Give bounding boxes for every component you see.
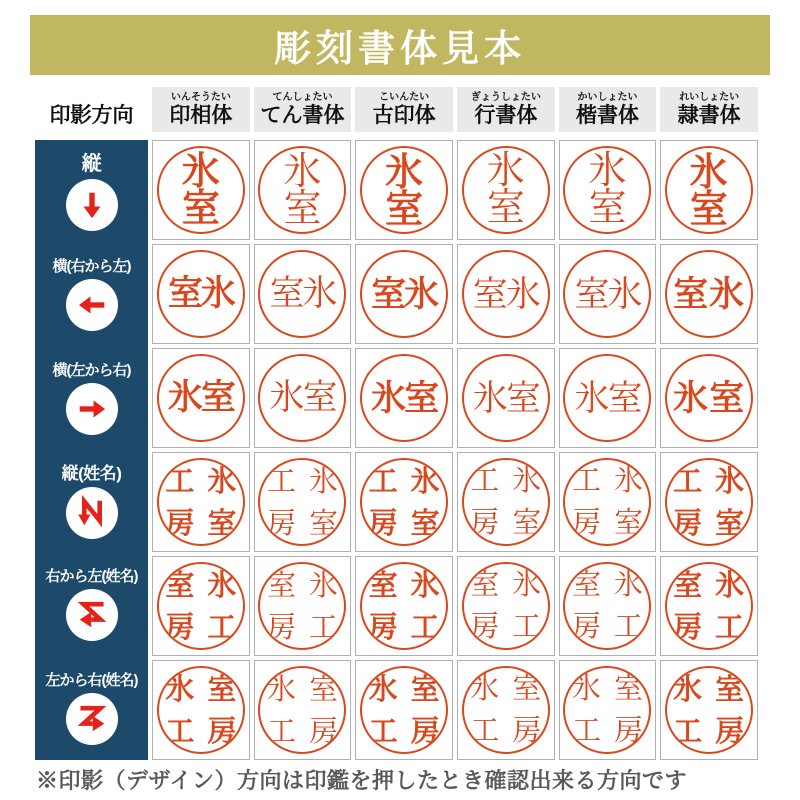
seal-character: 工 [673, 463, 704, 498]
seal-character: 房 [207, 713, 237, 748]
direction-row-3 [35, 347, 148, 450]
seal-character: 氷 [709, 273, 746, 315]
seal-character: 氷 [308, 463, 338, 498]
seal-character: 房 [266, 609, 296, 644]
seal-stamp [360, 562, 448, 650]
seal-character: 室 [470, 568, 500, 601]
seal-stamp [360, 458, 448, 546]
seal-character: 室 [613, 672, 643, 705]
seal-character: 房 [308, 713, 338, 748]
typeface-header-3 [355, 87, 453, 132]
seal-stamp [157, 458, 245, 546]
seal-stamp [157, 146, 245, 234]
direction-label: 横(左から右) [52, 361, 131, 379]
seal-stamp [360, 250, 448, 338]
typeface-label: 古印体 [372, 104, 436, 127]
seal-character: 氷 [512, 568, 542, 601]
seal-cell-r6-c2 [254, 660, 352, 760]
seal-cell-r1-c4 [457, 140, 555, 240]
direction-row-5 [35, 553, 148, 656]
seal-stamp [563, 146, 651, 234]
direction-sidebar [35, 140, 148, 760]
seal-character: 室 [181, 186, 220, 230]
seal-character: 室 [302, 377, 336, 418]
seal-cell-r1-c6 [660, 140, 758, 240]
direction-label: 縦 [81, 153, 102, 176]
seal-stamp [462, 354, 550, 442]
direction-label: 右から左(姓名) [45, 568, 138, 586]
direction-arrow-circle [66, 179, 118, 231]
seal-character: 室 [574, 274, 608, 314]
seal-cell-r2-c5 [559, 244, 657, 344]
seal-cell-r1-c5 [559, 140, 657, 240]
seal-stamp [360, 354, 448, 442]
typeface-header-row [152, 87, 758, 132]
seal-character: 房 [470, 610, 500, 643]
typeface-header-1 [152, 87, 250, 132]
furigana-label: ぎょうしょたい [470, 92, 541, 103]
seal-character: 工 [266, 713, 296, 748]
seal-character: 工 [571, 464, 601, 497]
seal-character: 室 [404, 377, 438, 419]
seal-character: 室 [505, 378, 539, 418]
seal-character: 房 [266, 505, 296, 540]
seal-character: 室 [709, 377, 746, 419]
seal-character: 氷 [470, 672, 500, 705]
seal-stamp [665, 146, 753, 234]
seal-character: 室 [486, 187, 525, 229]
seal-character: 室 [673, 273, 710, 315]
seal-stamp [157, 250, 245, 338]
seal-character: 氷 [715, 463, 746, 498]
seal-cell-r6-c1 [152, 660, 250, 760]
seal-cell-r5-c3 [355, 556, 453, 656]
seal-stamp [462, 250, 550, 338]
direction-label: 縦(姓名) [61, 463, 122, 483]
seal-character: 室 [588, 187, 627, 229]
title-banner [30, 15, 770, 75]
direction-row-6 [35, 657, 148, 760]
direction-row-1 [35, 140, 148, 243]
seal-character: 室 [371, 273, 405, 315]
seal-cell-r6-c6 [660, 660, 758, 760]
seal-character: 氷 [505, 274, 539, 314]
seal-stamp [157, 666, 245, 754]
furigana-label: こいんたい [379, 92, 430, 103]
furigana-label: れいしょたい [679, 92, 740, 103]
seal-cell-r5-c1 [152, 556, 250, 656]
direction-arrow-circle [66, 693, 118, 745]
seal-character: 室 [613, 506, 643, 539]
typeface-label: 楷書体 [576, 104, 640, 127]
seal-character: 室 [283, 186, 322, 230]
seal-character: 工 [165, 713, 195, 748]
seal-cell-r5-c2 [254, 556, 352, 656]
left-arrow-icon [72, 285, 112, 325]
seal-cell-r6-c4 [457, 660, 555, 760]
seal-stamp [360, 146, 448, 234]
seal-character: 氷 [385, 148, 424, 194]
seal-stamp [563, 666, 651, 754]
seal-cell-r2-c4 [457, 244, 555, 344]
right-to-left-name-arrow-icon [72, 595, 112, 635]
seal-character: 氷 [404, 273, 438, 315]
seal-character: 氷 [266, 671, 296, 706]
typeface-header-2 [254, 87, 352, 132]
seal-character: 氷 [368, 671, 398, 706]
seal-character: 室 [410, 671, 440, 706]
seal-cell-r2-c2 [254, 244, 352, 344]
seal-character: 氷 [673, 671, 704, 706]
seal-cell-r4-c1 [152, 452, 250, 552]
seal-character: 室 [715, 671, 746, 706]
typeface-label: 行書体 [474, 104, 538, 127]
seal-cell-r3-c5 [559, 348, 657, 448]
direction-arrow-circle [66, 383, 118, 435]
seal-cell-r2-c6 [660, 244, 758, 344]
seal-character: 室 [269, 273, 303, 314]
down-arrow-icon [72, 185, 112, 225]
seal-character: 工 [207, 609, 237, 644]
seal-character: 室 [385, 186, 424, 231]
seal-cell-r5-c4 [457, 556, 555, 656]
seal-character: 室 [607, 378, 641, 418]
seal-stamp [665, 354, 753, 442]
seal-stamp [563, 562, 651, 650]
seal-character: 房 [470, 506, 500, 539]
seal-cell-r3-c4 [457, 348, 555, 448]
seal-cell-r6-c3 [355, 660, 453, 760]
seal-cell-r4-c6 [660, 452, 758, 552]
seal-character: 氷 [181, 148, 220, 193]
seal-character: 房 [368, 609, 398, 644]
seal-cell-r2-c1 [152, 244, 250, 344]
seal-cell-r3-c1 [152, 348, 250, 448]
seal-character: 房 [512, 714, 542, 747]
seal-character: 氷 [715, 567, 746, 602]
seal-character: 氷 [165, 671, 195, 706]
seal-character: 工 [368, 713, 398, 748]
seal-stamp [360, 666, 448, 754]
direction-arrow-circle [66, 279, 118, 331]
seal-character: 氷 [207, 463, 237, 498]
seal-character: 氷 [613, 568, 643, 601]
seal-character: 氷 [269, 377, 303, 418]
direction-row-4 [35, 450, 148, 553]
typeface-header-5 [559, 87, 657, 132]
seal-character: 房 [165, 609, 195, 644]
seal-character: 氷 [486, 149, 525, 192]
seal-character: 室 [368, 567, 398, 602]
seal-character: 氷 [571, 672, 601, 705]
direction-row-2 [35, 243, 148, 346]
seal-character: 氷 [200, 273, 234, 314]
seal-character: 氷 [574, 378, 608, 418]
typeface-label: てん書体 [260, 104, 345, 127]
seal-character: 氷 [673, 377, 710, 419]
seal-character: 氷 [410, 567, 440, 602]
seal-character: 房 [571, 506, 601, 539]
seal-character: 室 [167, 273, 201, 314]
direction-label: 左から右(姓名) [45, 671, 138, 689]
seal-cell-r5-c6 [660, 556, 758, 656]
left-to-right-name-arrow-icon [72, 699, 112, 739]
seal-cell-r4-c3 [355, 452, 453, 552]
direction-arrow-circle [66, 487, 118, 539]
seal-character: 工 [613, 610, 643, 643]
seal-character: 工 [470, 464, 500, 497]
seal-cell-r4-c5 [559, 452, 657, 552]
seal-stamp [563, 354, 651, 442]
seal-character: 室 [512, 506, 542, 539]
seal-character: 室 [512, 672, 542, 705]
seal-stamp [258, 250, 346, 338]
seal-character: 室 [207, 505, 237, 540]
seal-character: 氷 [472, 378, 506, 418]
seal-cell-r3-c6 [660, 348, 758, 448]
seal-character: 工 [470, 714, 500, 747]
seal-character: 室 [410, 505, 440, 540]
page-title: 彫刻書体見本 [274, 28, 526, 69]
seal-stamp [157, 354, 245, 442]
seal-stamp [258, 146, 346, 234]
seal-stamp [665, 458, 753, 546]
seal-character: 工 [571, 714, 601, 747]
seal-character: 氷 [613, 464, 643, 497]
seal-cell-r4-c4 [457, 452, 555, 552]
seal-character: 氷 [607, 274, 641, 314]
seal-character: 氷 [308, 567, 338, 602]
seal-stamp [462, 146, 550, 234]
seal-stamp [665, 250, 753, 338]
seal-character: 室 [308, 505, 338, 540]
seal-character: 工 [673, 713, 704, 748]
footnote: ※印影（デザイン）方向は印鑑を押したとき確認出来る方向です [36, 768, 687, 793]
seal-character: 房 [410, 713, 440, 748]
seal-character: 氷 [410, 463, 440, 498]
seal-character: 氷 [512, 464, 542, 497]
direction-header-label: 印影方向 [49, 104, 134, 127]
seal-character: 室 [308, 671, 338, 706]
seal-cell-r6-c5 [559, 660, 657, 760]
seal-character: 氷 [207, 567, 237, 602]
seal-character: 氷 [689, 148, 729, 194]
typeface-label: 印相体 [169, 104, 233, 127]
seal-character: 工 [368, 463, 398, 498]
seal-stamp [563, 458, 651, 546]
seal-stamp [258, 666, 346, 754]
seal-cell-r1-c3 [355, 140, 453, 240]
seal-cell-r2-c3 [355, 244, 453, 344]
seal-character: 室 [689, 186, 729, 231]
seal-cell-r1-c1 [152, 140, 250, 240]
seal-stamp [563, 250, 651, 338]
seal-stamp [665, 666, 753, 754]
typeface-label: 隷書体 [677, 104, 741, 127]
seal-character: 工 [308, 609, 338, 644]
seal-stamp [665, 562, 753, 650]
seal-character: 氷 [371, 377, 405, 419]
seal-character: 氷 [283, 148, 322, 193]
seal-character: 氷 [588, 149, 627, 192]
typeface-header-4 [457, 87, 555, 132]
seal-sample-grid [152, 140, 758, 760]
seal-stamp [258, 458, 346, 546]
seal-stamp [258, 562, 346, 650]
seal-cell-r4-c2 [254, 452, 352, 552]
seal-cell-r1-c2 [254, 140, 352, 240]
seal-stamp [258, 354, 346, 442]
seal-character: 房 [571, 610, 601, 643]
furigana-label: てんしょたい [272, 92, 333, 103]
typeface-header-6 [660, 87, 758, 132]
seal-cell-r3-c3 [355, 348, 453, 448]
seal-character: 室 [200, 377, 234, 418]
seal-character: 室 [715, 505, 746, 540]
direction-arrow-circle [66, 589, 118, 641]
seal-character: 工 [266, 463, 296, 498]
seal-character: 房 [368, 505, 398, 540]
furigana-label: かいしょたい [577, 92, 638, 103]
seal-character: 室 [472, 274, 506, 314]
right-arrow-icon [72, 389, 112, 429]
seal-character: 房 [673, 505, 704, 540]
seal-character: 工 [512, 610, 542, 643]
seal-stamp [462, 562, 550, 650]
seal-character: 氷 [302, 273, 336, 314]
vertical-name-arrow-icon [72, 493, 112, 533]
seal-character: 室 [266, 567, 296, 602]
seal-character: 工 [715, 609, 746, 644]
seal-character: 房 [165, 505, 195, 540]
seal-character: 氷 [167, 377, 201, 418]
seal-cell-r3-c2 [254, 348, 352, 448]
seal-character: 工 [165, 463, 195, 498]
seal-character: 工 [410, 609, 440, 644]
seal-character: 室 [673, 567, 704, 602]
seal-character: 房 [715, 713, 746, 748]
seal-character: 室 [571, 568, 601, 601]
seal-character: 房 [613, 714, 643, 747]
furigana-label: いんそうたい [170, 92, 231, 103]
seal-cell-r5-c5 [559, 556, 657, 656]
seal-stamp [462, 666, 550, 754]
seal-stamp [157, 562, 245, 650]
seal-character: 室 [207, 671, 237, 706]
direction-label: 横(右から左) [52, 258, 131, 276]
seal-character: 室 [165, 567, 195, 602]
seal-character: 房 [673, 609, 704, 644]
seal-stamp [462, 458, 550, 546]
